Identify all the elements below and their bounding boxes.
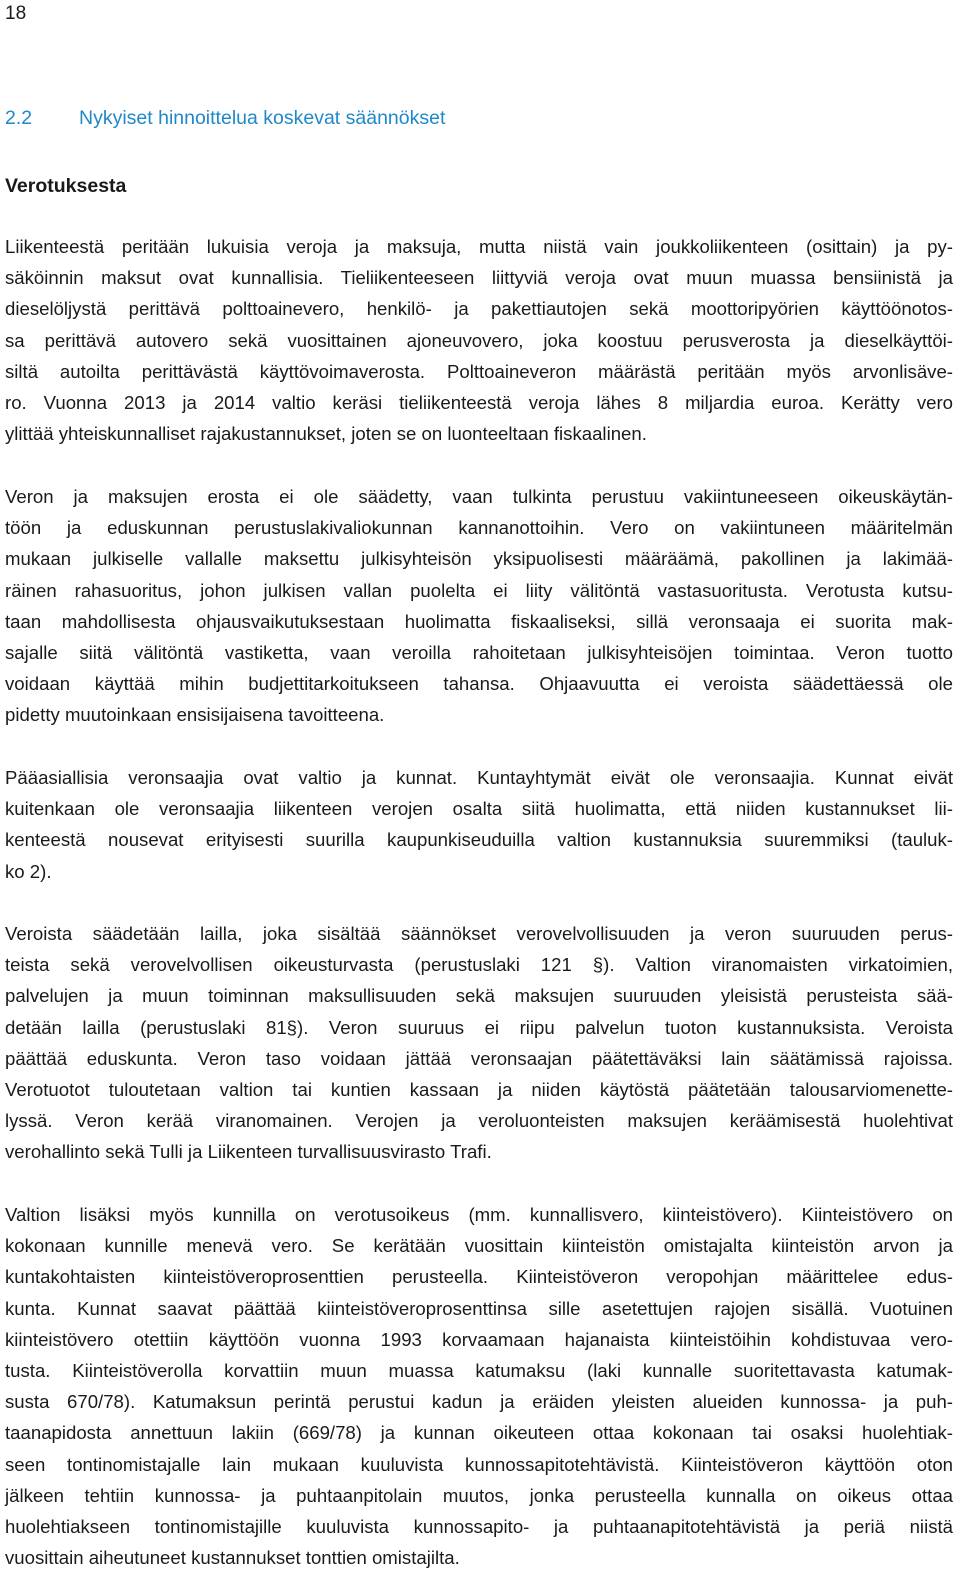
section-number: 2.2 [5, 107, 33, 129]
text-line: kuntakohtaisten kiinteistöveroprosenttien perusteella. Kiinteistöveron veropohjan määrittelee edus- [5, 1266, 953, 1288]
text-line: siltä autoilta perittävästä käyttövoimaverosta. Polttoaineveron määrästä peritään myös arvonlisäve- [5, 360, 953, 382]
text-line: lyssä. Veron kerää viranomainen. Verojen ja veroluonteisten maksujen keräämisestä huolehtivat [5, 1110, 953, 1132]
text-line: Valtion lisäksi myös kunnilla on verotusoikeus (mm. kunnallisvero, kiinteistövero). Kiinteistövero on [5, 1204, 953, 1225]
paragraph [5, 481, 953, 731]
text-line: dieselöljystä perittävä polttoainevero, henkilö- ja pakettiautojen sekä moottoripyörien käyttöönotos- [5, 298, 953, 320]
text-line: susta 670/78). Katumaksun perintä perustui kadun ja eräiden yleisten alueiden kunnossa- ja puh- [5, 1391, 953, 1413]
text-line: huolehtiakseen tontinomistajille kuuluvista kunnossapito- ja puhtaanapitotehtävistä ja periä niistä [5, 1515, 953, 1537]
text-line: Veron ja maksujen erosta ei ole säädetty, vaan tulkinta perustuu vakiintuneeseen oikeuskäytän- [5, 486, 953, 507]
text-line: palvelujen ja muun toiminnan maksullisuuden sekä maksujen suuruuden yleisistä perusteista sää- [5, 985, 953, 1007]
text-line: pidetty muutoinkaan ensisijaisena tavoitteena. [5, 704, 385, 726]
text-line: vuosittain aiheutuneet kustannukset tonttien omistajilta. [5, 1547, 460, 1569]
text-line: tusta. Kiinteistöverolla korvattiin muun muassa katumaksu (laki kunnalle suoritettavasta katumak- [5, 1359, 953, 1381]
section-heading [5, 105, 445, 131]
text-line: ko 2). [5, 860, 52, 882]
text-line: seen tontinomistajalle lain mukaan kuuluvista kunnossapitotehtävistä. Kiinteistöveron käyttöön oton [5, 1453, 953, 1475]
paragraph [5, 231, 953, 449]
text-line: teista sekä verovelvollisen oikeusturvasta (perustuslaki 121 §). Valtion viranomaisten virkatoimien, [5, 954, 953, 976]
paragraph [5, 1199, 953, 1573]
text-line: ylittää yhteiskunnalliset rajakustannukset, joten se on luonteeltaan fiskaalinen. [5, 423, 647, 445]
text-line: sajalle siitä välitöntä vastiketta, vaan veroilla rahoitetaan julkisyhteisöjen toimintaa. Veron tuotto [5, 641, 953, 663]
paragraph [5, 762, 953, 887]
text-line: päättää eduskunta. Veron taso voidaan jättää veronsaajan päätettäväksi lain säätämissä rajoissa. [5, 1047, 953, 1069]
text-line: verohallinto sekä Tulli ja Liikenteen turvallisuusvirasto Trafi. [5, 1141, 492, 1163]
text-line: kokonaan kunnille menevä vero. Se kerätään vuosittain kiinteistön omistajalta kiinteistön arvon ja [5, 1235, 953, 1257]
text-line: kuitenkaan ole veronsaajia liikenteen verojen osalta siitä huolimatta, että niiden kustannukset lii- [5, 798, 953, 820]
text-line: töön ja eduskunnan perustuslakivaliokunnan kannanottoihin. Vero on vakiintuneen määritelmän [5, 517, 953, 539]
text-line: Pääasiallisia veronsaajia ovat valtio ja kunnat. Kuntayhtymät eivät ole veronsaajia. Kunnat eivät [5, 767, 953, 788]
text-line: taanapidosta annettuun lakiin (669/78) ja kunnan oikeuteen ottaa kokonaan tai osaksi huolehtiak- [5, 1422, 953, 1444]
text-line: jälkeen tehtiin kunnossa- ja puhtaanpitolain muutos, jonka perusteella kunnalla on oikeus ottaa [5, 1484, 953, 1506]
text-line: detään lailla (perustuslaki 81§). Veron suuruus ei riipu palvelun tuoton kustannuksista. Veroista [5, 1016, 953, 1038]
text-line: kenteestä nousevat erityisesti suurilla kaupunkiseuduilla valtion kustannuksia suuremmiksi (tauluk- [5, 829, 953, 851]
text-line: kiinteistövero otettiin käyttöön vuonna 1993 korvaamaan hajanaista kiinteistöihin kohdistuvaa vero- [5, 1328, 953, 1350]
text-line: kunta. Kunnat saavat päättää kiinteistöveroprosenttinsa sille asetettujen rajojen sisällä. Vuotuinen [5, 1297, 953, 1319]
text-line: voidaan käyttää mihin budjettitarkoitukseen tahansa. Ohjaavuutta ei veroista säädettäessä ole [5, 673, 953, 695]
subheading-verotuksesta: Verotuksesta [5, 175, 127, 197]
text-line: taan mahdollisesta ohjausvaikutuksestaan huolimatta fiskaaliseksi, sillä veronsaaja ei suorita mak- [5, 610, 953, 632]
text-line: ro. Vuonna 2013 ja 2014 valtio keräsi tieliikenteestä veroja lähes 8 miljardia euroa. Kerätty vero [5, 391, 953, 413]
section-title: Nykyiset hinnoittelua koskevat säännökset [79, 107, 446, 129]
text-line: Veroista säädetään lailla, joka sisältää säännökset verovelvollisuuden ja veron suuruuden perus- [5, 923, 953, 944]
text-line: räinen rahasuoritus, johon julkisen vallan puolelta ei liity välitöntä vastasuoritusta. Verotusta kutsu- [5, 579, 953, 601]
text-line: sa perittävä autovero sekä vuosittainen ajoneuvovero, joka koostuu perusverosta ja dieselkäyttöi- [5, 329, 953, 351]
page-number: 18 [5, 3, 27, 24]
text-line: mukaan julkiselle vallalle maksettu julkisyhteisön yksipuolisesti määräämä, pakollinen ja lakimää- [5, 548, 953, 570]
paragraph [5, 918, 953, 1168]
text-line: Liikenteestä peritään lukuisia veroja ja maksuja, mutta niistä vain joukkoliikenteen (osittain) ja py- [5, 236, 953, 257]
text-line: Verotuotot tuloutetaan valtion tai kuntien kassaan ja niiden käytöstä päätetään talousarviomenette- [5, 1078, 953, 1100]
text-line: säköinnin maksut ovat kunnallisia. Tieliikenteeseen liittyviä veroja ovat muun muassa bensiinistä ja [5, 267, 953, 289]
